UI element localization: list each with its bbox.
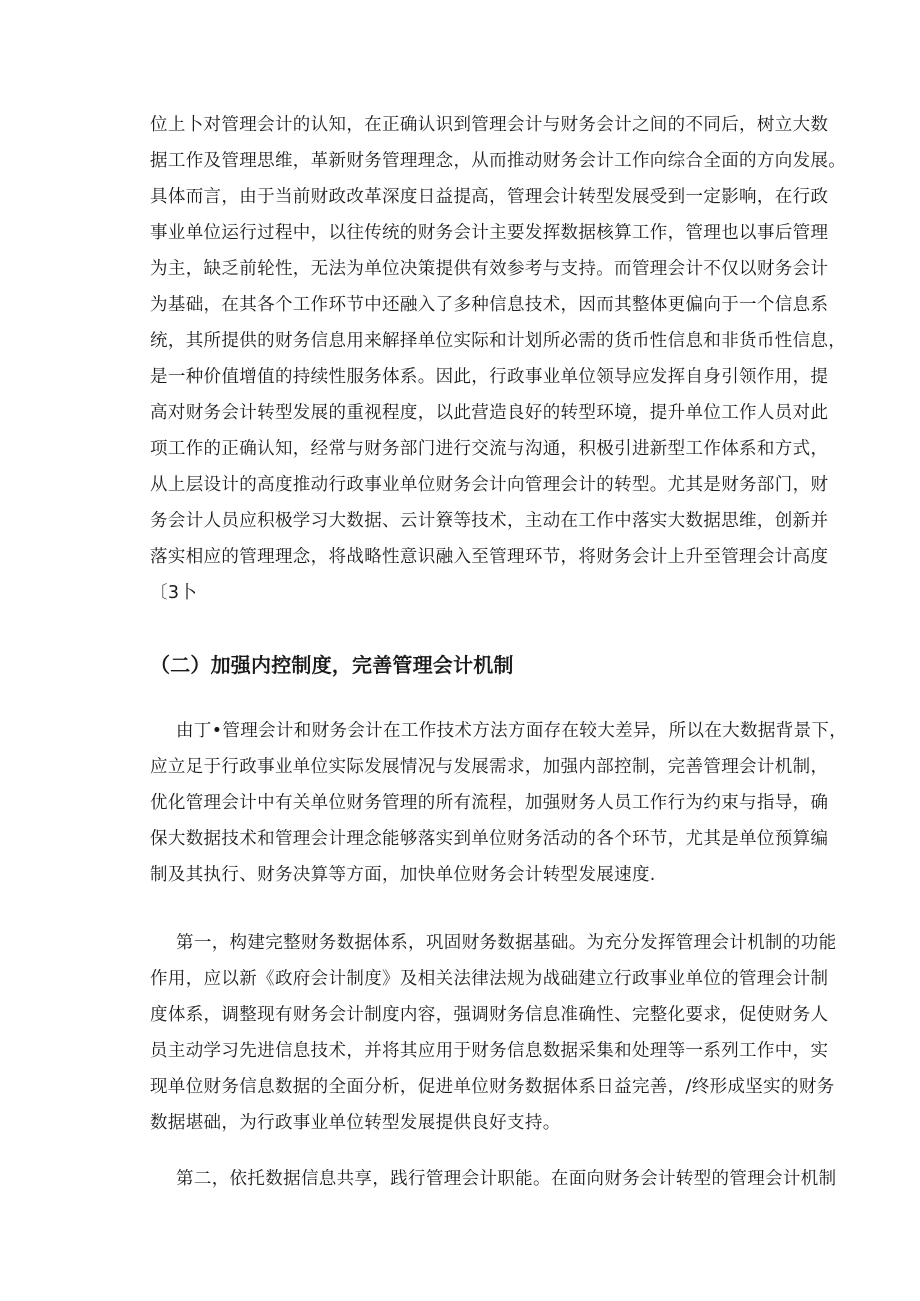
body-line: 据工作及管理思维，革新财务管理理念，从而推动财务会计工作向综合全面的方向发展。 xyxy=(150,151,847,171)
body-line: 位上卜对管理会计的认知，在正确认识到管理会计与财务会计之间的不同后，树立大数 xyxy=(150,115,829,135)
body-line: 度体系，调整现有财务会计制度内容，强调财务信息准确性、完整化要求，促使财务人 xyxy=(150,1005,829,1025)
body-line: 统，其所提供的财务信息用来解择单位实际和计划所必需的货币性信息和非货币性信息， xyxy=(150,331,847,351)
body-line: 现单位财务信息数据的全面分析，促进单位财务数据体系日益完善，/终形成坚实的财务 xyxy=(150,1077,835,1097)
body-line: 作用，应以新《政府会计制度》及相关法律法规为战础建立行政事业单位的管理会计制 xyxy=(150,969,829,989)
body-line: 应立足于行政事业单位实际发展情况与发展需求，加强内部控制，完善管理会计机制， xyxy=(150,757,829,777)
body-line: 事业单位运行过程中，以往传统的财务会计主要发挥数据核算工作，管理也以事后管理 xyxy=(150,223,829,243)
body-line: 务会计人员应积极学习大数据、云计簝等技术，主动在工作中落实大数据思维，创新并 xyxy=(150,511,829,531)
body-line: 优化管理会计中有关单位财务管理的所有流程，加强财务人员工作行为约束与指导，确 xyxy=(150,793,829,813)
section-heading: （二）加强内控制度，完善管理会计机制 xyxy=(150,653,514,677)
body-line: 为主，缺乏前轮性，无法为单位决策提供有效参考与支持。而管理会计不仅以财务会计 xyxy=(150,259,829,279)
body-line: 项工作的正确认知，经常与财务部门进行交流与沟通，积极引进新型工作体系和方式， xyxy=(150,439,829,459)
body-line: 制及其执行、财务决算等方面，加快单位财务会计转型发展速度. xyxy=(150,865,656,885)
body-line: 为基础，在其各个工作环节中还融入了多种信息技术，因而其整体更偏向于一个信息系 xyxy=(150,295,829,315)
body-line: 第二，依托数据信息共享，践行管理会计职能。在面向财务会计转型的管理会计机制 xyxy=(176,1169,837,1189)
body-line: 高对财务会计转型发展的重视程度，以此营造良好的转型环境，提升单位工作人员对此 xyxy=(150,403,829,423)
body-line: 由丁•管理会计和财务会计在工作技术方法方面存在较大差异，所以在大数据背景下， xyxy=(176,721,848,741)
body-line: 落实相应的管理理念，将战略性意识融入至管理环节，将财务会计上升至管理会计高度 xyxy=(150,547,829,567)
body-line: 从上层设计的高度推动行政事业单位财务会计向管理会计的转型。尤其是财务部门，财 xyxy=(150,475,829,495)
body-line: 第一，构建完整财务数据体系，巩固财务数据基础。为充分发挥管理会计机制的功能 xyxy=(176,933,837,953)
body-line: 员主动学习先进信息技术，并将其应用于财务信息数据采集和处理等一系列工作中，实 xyxy=(150,1041,829,1061)
citation-line: 〔3卜 xyxy=(150,583,198,603)
body-line: 保大数据技术和管理会计理念能够落实到单位财务活动的各个环节，尤其是单位预算编 xyxy=(150,829,829,849)
body-line: 具体而言，由于当前财政改革深度日益提高，管理会计转型发展受到一定影响，在行政 xyxy=(150,187,829,207)
body-line: 数据堪础，为行政事业单位转型发展提供良好支持。 xyxy=(150,1113,561,1133)
body-line: 是一种价值增值的持续性服务体系。因此，行政事业单位领导应发挥自身引领作用，提 xyxy=(150,367,829,387)
